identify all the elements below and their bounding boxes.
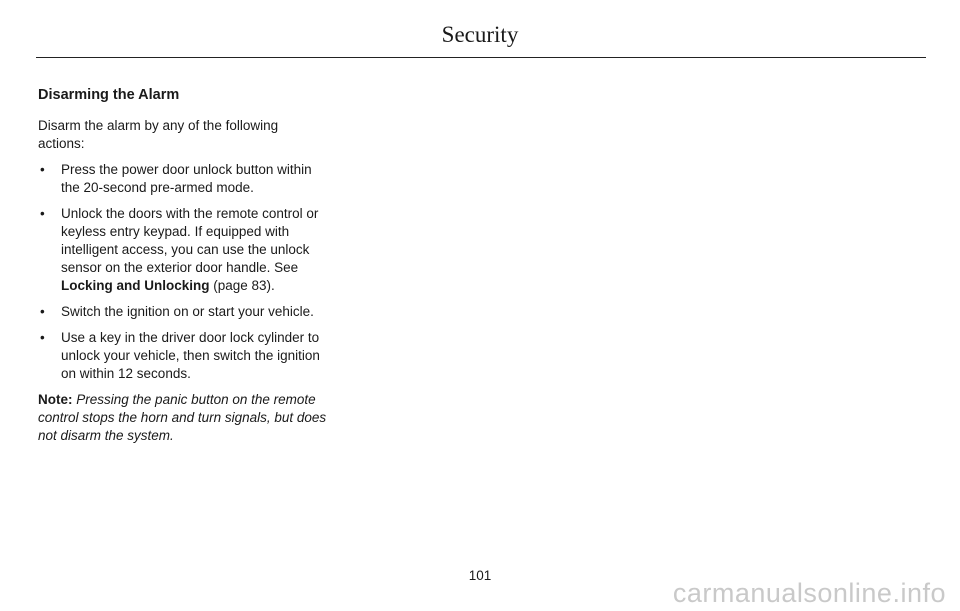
list-item (38, 161, 328, 197)
intro-paragraph: Disarm the alarm by any of the following actions: (38, 118, 279, 151)
list-item-text: Use a key in the driver door lock cylinder to unlock your vehicle, then switch the ignition on within 12 seconds. (61, 330, 320, 381)
cross-reference-link[interactable]: Locking and Unlocking (61, 278, 210, 293)
bullet-icon: • (40, 330, 45, 345)
header-divider (36, 57, 926, 58)
page-reference: (page 83). (209, 278, 275, 293)
main-content (38, 86, 328, 453)
page-number: 101 (468, 568, 492, 583)
list-item (38, 303, 328, 321)
note-text: Pressing the panic button on the remote control stops the horn and turn signals, but does not disarm the system. (38, 392, 327, 443)
list-item (38, 205, 328, 295)
section-heading: Disarming the Alarm (38, 87, 180, 103)
bullet-icon: • (40, 162, 45, 177)
actions-list (38, 161, 328, 383)
note-label: Note: (38, 392, 73, 407)
note-paragraph (38, 391, 328, 445)
list-item (38, 329, 328, 383)
bullet-icon: • (40, 206, 45, 221)
watermark: carmanualsonline.info (672, 578, 946, 608)
bullet-icon: • (40, 304, 45, 319)
page-header-title: Security (441, 22, 519, 47)
list-item-text: Switch the ignition on or start your vehicle. (61, 304, 314, 319)
list-item-text: Press the power door unlock button within the 20-second pre-armed mode. (61, 162, 312, 195)
list-item-text: Unlock the doors with the remote control or keyless entry keypad. If equipped with intelligent access, you can use the unlock sensor on the exterior door handle. See (61, 206, 319, 275)
